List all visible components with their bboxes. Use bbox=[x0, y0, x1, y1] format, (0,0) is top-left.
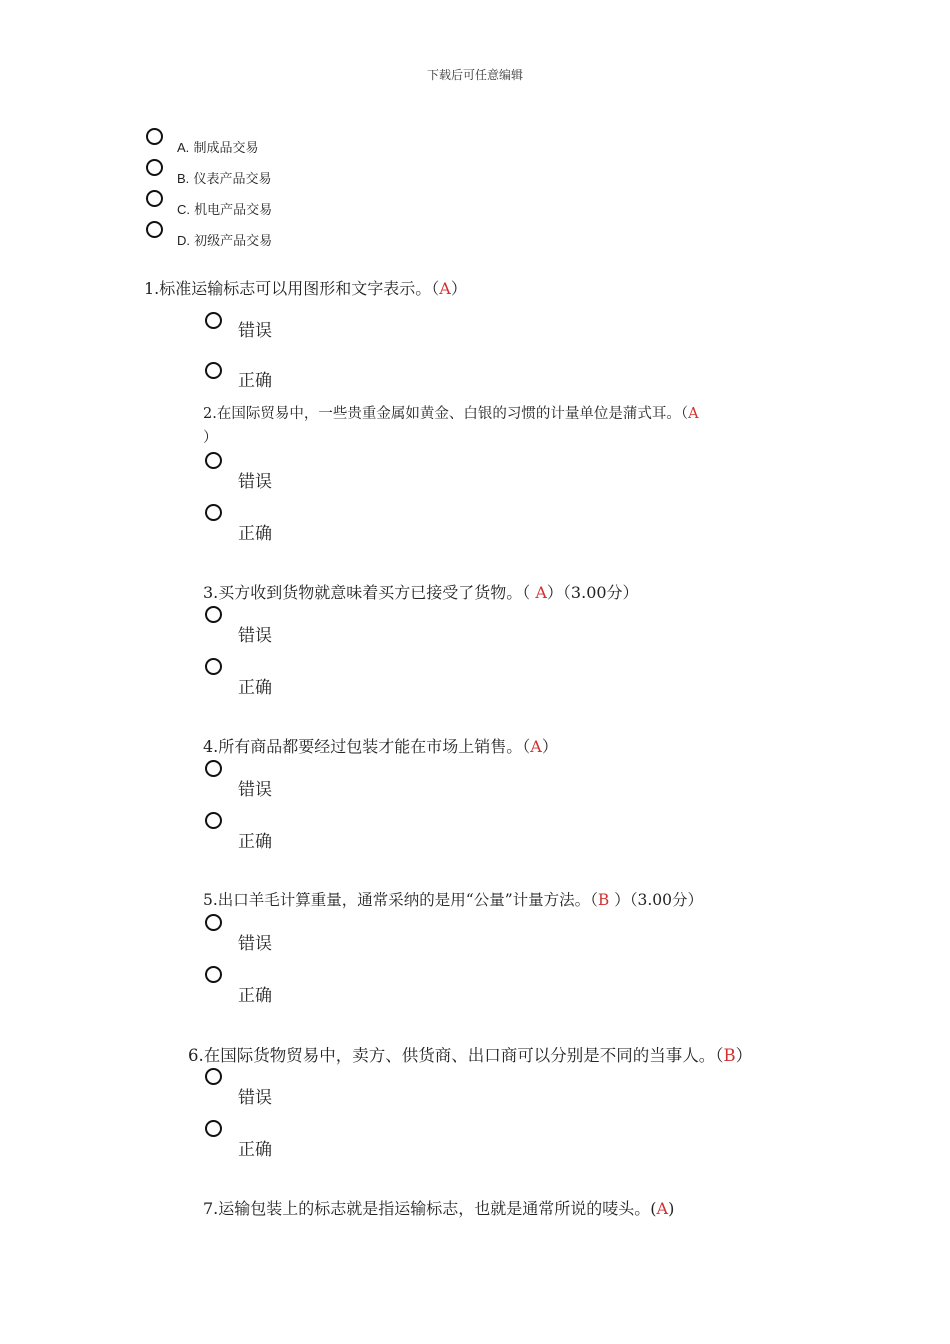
answer-6: B bbox=[723, 1046, 736, 1065]
q3-wrong-radio[interactable] bbox=[205, 606, 222, 623]
q1-right-label: 正确 bbox=[238, 371, 272, 391]
question-4: 4.所有商品都要经过包装才能在市场上销售。（A） bbox=[203, 737, 558, 756]
question-2-cont: ） bbox=[203, 430, 218, 446]
q6-wrong-radio[interactable] bbox=[205, 1068, 222, 1085]
q4-right-radio[interactable] bbox=[205, 812, 222, 829]
option-a-radio[interactable] bbox=[146, 128, 163, 145]
question-6: 6.在国际货物贸易中，卖方、供货商、出口商可以分别是不同的当事人。（B） bbox=[188, 1046, 753, 1065]
q5-right-label: 正确 bbox=[238, 986, 272, 1006]
q1-wrong-radio[interactable] bbox=[205, 312, 222, 329]
option-d: D. 初级产品交易 bbox=[177, 233, 273, 249]
q5-wrong-label: 错误 bbox=[238, 934, 272, 954]
q6-wrong-label: 错误 bbox=[238, 1088, 272, 1108]
answer-4: A bbox=[530, 737, 542, 756]
question-5: 5.出口羊毛计算重量，通常采纳的是用“公量”计量方法。（B ）（3.00分） bbox=[203, 891, 703, 909]
answer-1: A bbox=[439, 279, 451, 298]
option-c: C. 机电产品交易 bbox=[177, 202, 273, 218]
answer-2: A bbox=[688, 406, 699, 422]
answer-3: A bbox=[535, 583, 547, 602]
answer-5: B bbox=[597, 891, 615, 909]
option-a: A. 制成品交易 bbox=[177, 140, 259, 156]
q2-wrong-label: 错误 bbox=[238, 472, 272, 492]
q1-right-radio[interactable] bbox=[205, 362, 222, 379]
q2-right-label: 正确 bbox=[238, 524, 272, 544]
option-c-radio[interactable] bbox=[146, 190, 163, 207]
q6-right-radio[interactable] bbox=[205, 1120, 222, 1137]
question-2: 2.在国际贸易中，一些贵重金属如黄金、白银的习惯的计量单位是蒲式耳。（A bbox=[203, 406, 699, 422]
q3-right-label: 正确 bbox=[238, 678, 272, 698]
page-header: 下载后可任意编辑 bbox=[426, 68, 523, 82]
q1-wrong-label: 错误 bbox=[238, 321, 272, 341]
q2-right-radio[interactable] bbox=[205, 504, 222, 521]
q3-right-radio[interactable] bbox=[205, 658, 222, 675]
answer-7: A bbox=[656, 1199, 669, 1218]
q4-wrong-label: 错误 bbox=[238, 780, 272, 800]
q6-right-label: 正确 bbox=[238, 1140, 272, 1160]
q5-right-radio[interactable] bbox=[205, 966, 222, 983]
option-b-radio[interactable] bbox=[146, 159, 163, 176]
option-b: B. 仪表产品交易 bbox=[177, 171, 272, 187]
q3-wrong-label: 错误 bbox=[238, 626, 272, 646]
q2-wrong-radio[interactable] bbox=[205, 452, 222, 469]
q4-right-label: 正确 bbox=[238, 832, 272, 852]
question-3: 3.买方收到货物就意味着买方已接受了货物。（ A）（3.00分） bbox=[203, 583, 639, 602]
q5-wrong-radio[interactable] bbox=[205, 914, 222, 931]
q4-wrong-radio[interactable] bbox=[205, 760, 222, 777]
question-1: 1.标准运输标志可以用图形和文字表示。（A） bbox=[144, 279, 467, 298]
option-d-radio[interactable] bbox=[146, 221, 163, 238]
question-7: 7.运输包装上的标志就是指运输标志，也就是通常所说的唛头。(A) bbox=[203, 1199, 675, 1218]
